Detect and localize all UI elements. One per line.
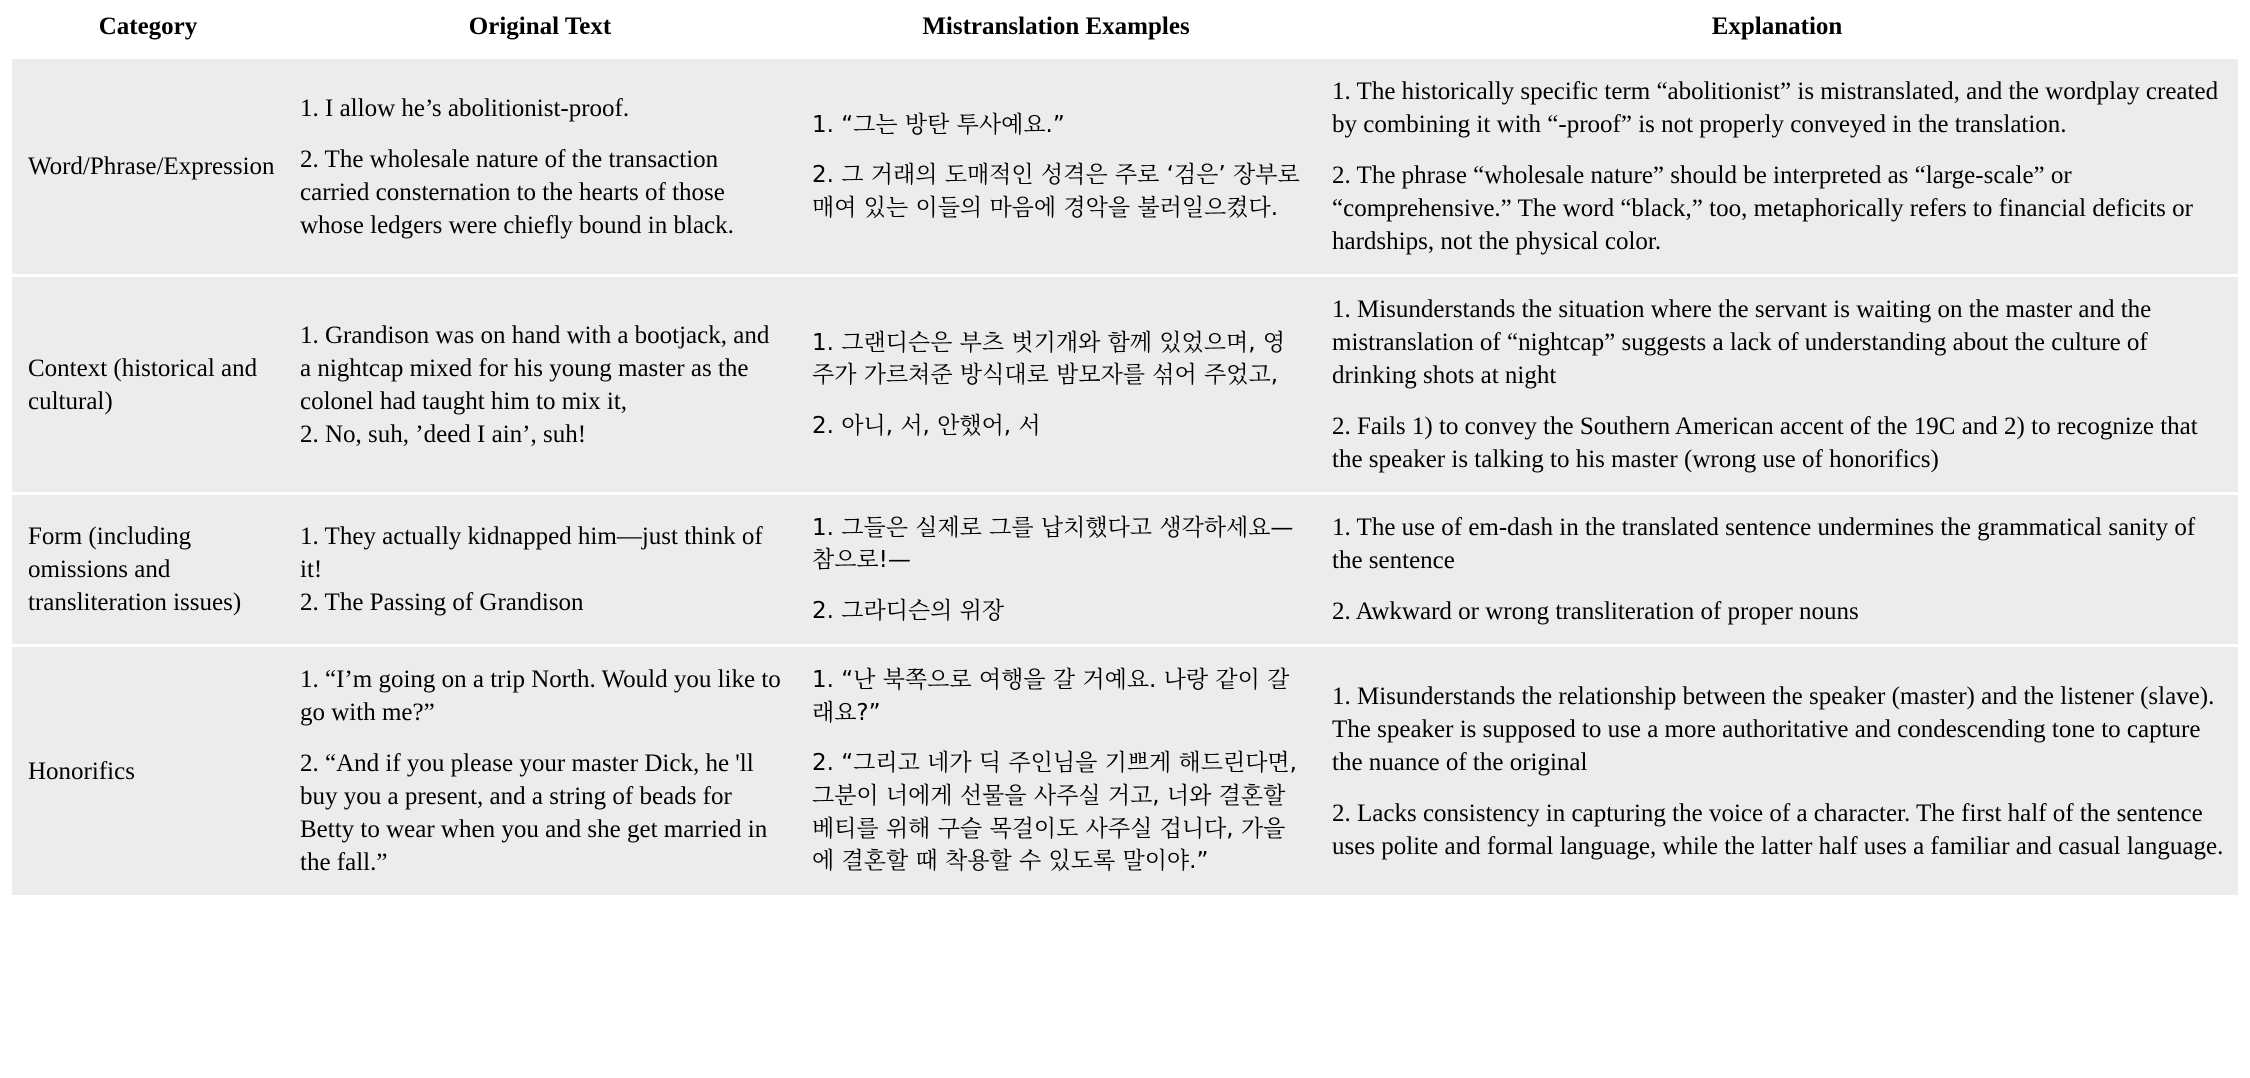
column-header-mistranslation-examples: Mistranslation Examples — [922, 13, 1190, 40]
cell-original-text — [284, 646, 796, 897]
cell-original-text — [284, 58, 796, 276]
cell-mistranslation — [796, 494, 1316, 646]
original-item: 1. “I’m going on a trip North. Would you like to go with me?” — [300, 666, 781, 726]
table-header-row — [12, 0, 2238, 58]
cell-mistranslation — [796, 646, 1316, 897]
original-item: 2. The Passing of Grandison — [300, 589, 584, 616]
column-header-original-text: Original Text — [468, 13, 612, 40]
table-row — [12, 494, 2238, 646]
table-header — [12, 0, 2238, 58]
mistranslation-item: 2. “그리고 네가 딕 주인님을 기쁘게 해드린다면, 그분이 너에게 선물을 사주실 거고, 너와 결혼할 베티를 위해 구슬 목걸이도 사주실 겁니다, 가을에 결혼할 때 착용할 수 있도록 말이야.” — [812, 750, 1297, 875]
table-row — [12, 646, 2238, 897]
column-header-explanation: Explanation — [1711, 13, 1843, 40]
cell-mistranslation — [796, 58, 1316, 276]
explanation-item: 1. Misunderstands the situation where the servant is waiting on the master and the mistranslation of “nightcap” suggests a lack of understanding about the culture of drinking shots at night — [1332, 296, 2152, 389]
original-item: 2. No, suh, ’deed I ain’, suh! — [300, 420, 587, 448]
original-item: 1. I allow he’s abolitionist-proof. — [300, 94, 630, 122]
original-item: 2. The wholesale nature of the transaction carried consternation to the hearts of those whose ledgers were chiefly bound in black. — [300, 145, 734, 239]
mistranslation-item: 1. “난 북쪽으로 여행을 갈 거예요. 나랑 같이 갈래요?” — [812, 667, 1290, 726]
mistranslation-item: 1. “그는 방탄 투사예요.” — [812, 111, 1065, 138]
column-header-category: Category — [98, 13, 198, 40]
explanation-item: 1. The historically specific term “abolitionist” is mistranslated, and the wordplay created by combining it with “-proof” is not properly conveyed in the translation. — [1332, 78, 2219, 138]
mistranslation-item: 1. 그랜디슨은 부츠 벗기개와 함께 있었으며, 영주가 가르쳐준 방식대로 밤모자를 섞어 주었고, — [812, 329, 1286, 389]
explanation-item: 2. Lacks consistency in capturing the voice of a character. The first half of the sentence uses polite and formal language, while the latter half uses a familiar and casual language. — [1332, 799, 2224, 860]
explanation-item: 1. Misunderstands the relationship between the speaker (master) and the listener (slave). The speaker is supposed to use a more authoritative and condescending tone to capture the nuance of the original — [1332, 682, 2215, 776]
cell-category: Honorifics — [12, 646, 284, 897]
explanation-item: 1. The use of em-dash in the translated sentence undermines the grammatical sanity of the sentence — [1332, 514, 2196, 574]
original-item: 1. Grandison was on hand with a bootjack, and a nightcap mixed for his young master as the colonel had taught him to mix it, — [300, 321, 770, 415]
cell-category: Context (historical and cultural) — [12, 276, 284, 494]
cell-category: Word/Phrase/Expression — [12, 58, 284, 276]
cell-mistranslation — [796, 276, 1316, 494]
cell-original-text — [284, 494, 796, 646]
mistranslation-item: 2. 아니, 서, 안했어, 서 — [812, 412, 1041, 439]
mistranslation-table — [12, 0, 2238, 897]
cell-explanation — [1316, 58, 2238, 276]
explanation-item: 2. The phrase “wholesale nature” should be interpreted as “large-scale” or “comprehensive.” The word “black,” too, metaphorically refers to financial deficits or hardships, not the physical color. — [1332, 162, 2193, 255]
cell-explanation — [1316, 646, 2238, 897]
cell-explanation — [1316, 494, 2238, 646]
mistranslation-item: 2. 그 거래의 도매적인 성격은 주로 ‘검은’ 장부로 매여 있는 이들의 마음에 경악을 불러일으켰다. — [812, 162, 1300, 221]
original-item: 1. They actually kidnapped him—just think of it! — [300, 523, 763, 583]
mistranslation-item: 2. 그라디슨의 위장 — [812, 597, 1005, 624]
explanation-item: 2. Fails 1) to convey the Southern American accent of the 19C and 2) to recognize that the speaker is talking to his master (wrong use of honorifics) — [1332, 413, 2198, 473]
table-row — [12, 276, 2238, 494]
mistranslation-item: 1. 그들은 실제로 그를 납치했다고 생각하세요—참으로!— — [812, 514, 1294, 574]
cell-original-text — [284, 276, 796, 494]
cell-explanation — [1316, 276, 2238, 494]
explanation-item: 2. Awkward or wrong transliteration of proper nouns — [1332, 598, 1859, 625]
original-item: 2. “And if you please your master Dick, he 'll buy you a present, and a string of beads for Betty to wear when you and she get married in the fall.” — [300, 750, 768, 876]
table-row — [12, 58, 2238, 276]
table-body — [12, 58, 2238, 896]
cell-category: Form (including omissions and transliteration issues) — [12, 494, 284, 646]
